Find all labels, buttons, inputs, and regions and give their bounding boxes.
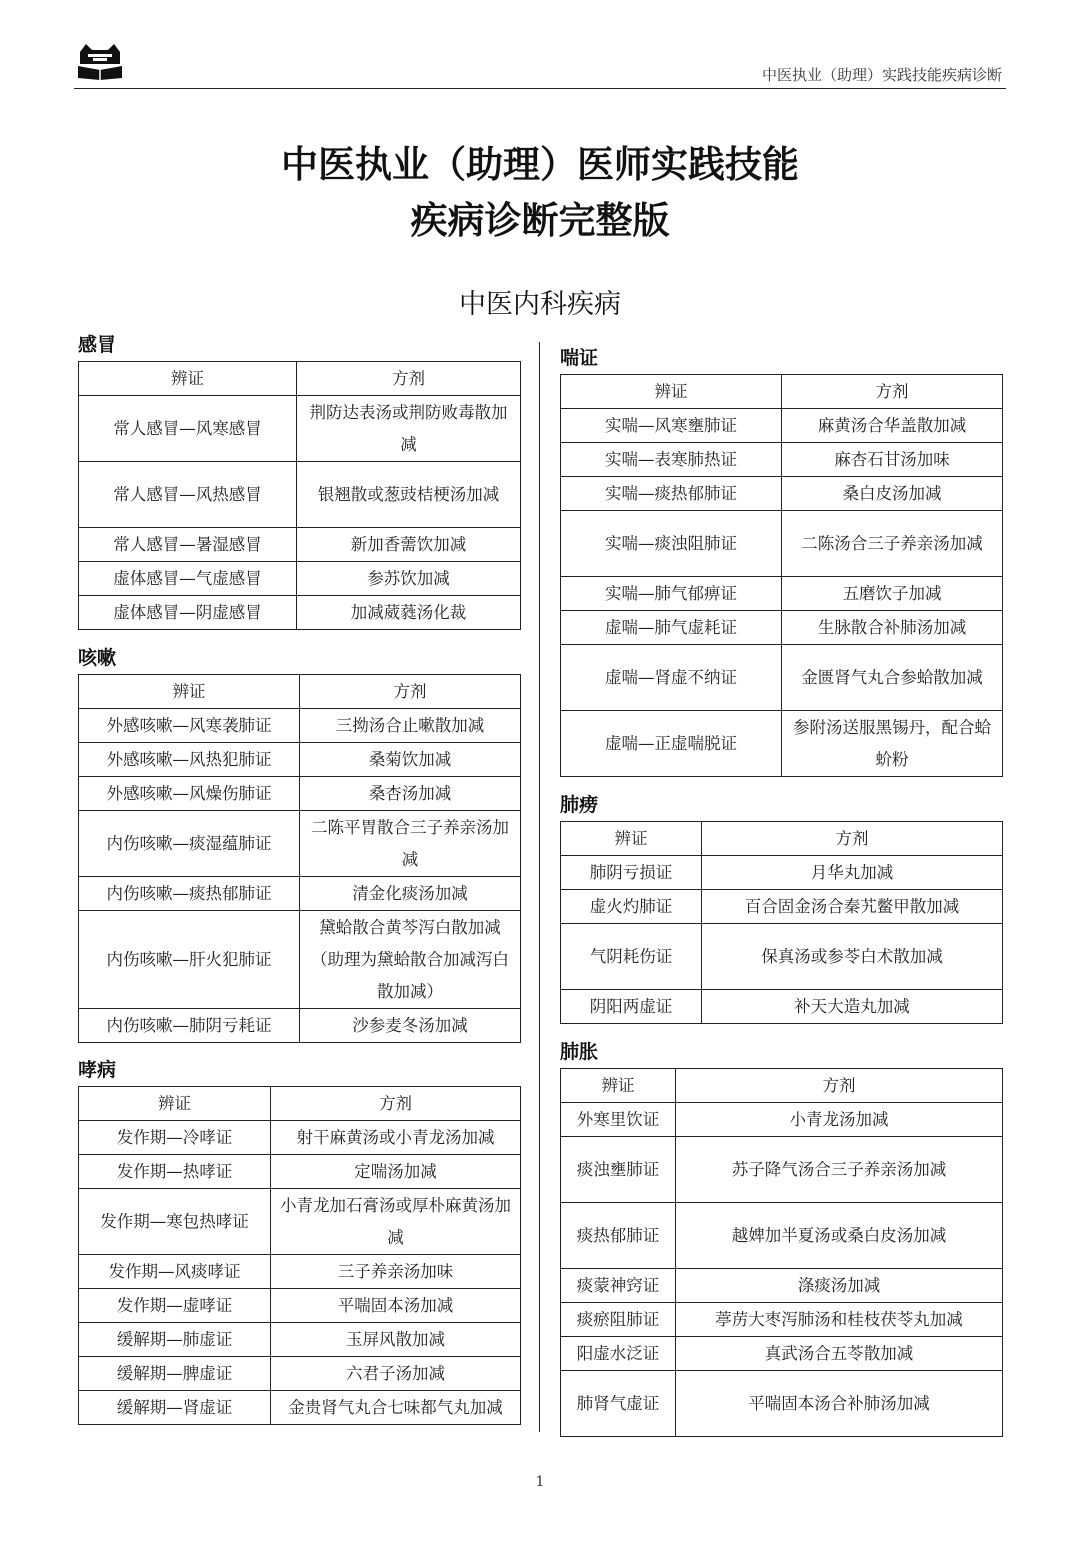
table-row (561, 711, 1003, 777)
table-row (79, 396, 521, 462)
table-row (561, 611, 1003, 645)
column-header-formula: 方剂 (271, 1087, 521, 1121)
disease-name: 感冒 (78, 334, 117, 356)
syndrome-cell: 虚喘—肺气虚耗证 (561, 611, 782, 645)
table-header-row (79, 362, 521, 396)
table-row (561, 1203, 1003, 1269)
formula-cell: 射干麻黄汤或小青龙汤加减 (271, 1121, 521, 1155)
syndrome-cell: 痰热郁肺证 (561, 1203, 676, 1269)
table-row (561, 1269, 1003, 1303)
syndrome-cell: 发作期—热哮证 (79, 1155, 271, 1189)
formula-table (78, 674, 521, 1043)
syndrome-cell: 实喘—肺气郁痹证 (561, 577, 782, 611)
table-row (561, 443, 1003, 477)
formula-cell: 桑白皮汤加减 (782, 477, 1003, 511)
formula-cell: 新加香薷饮加减 (297, 528, 521, 562)
disease-block-feilao (560, 790, 1003, 1024)
document-title-line1: 中医执业（助理）医师实践技能 (281, 143, 799, 186)
formula-cell: 桑菊饮加减 (300, 743, 521, 777)
table-row (79, 911, 521, 1009)
formula-cell: 六君子汤加减 (271, 1357, 521, 1391)
table-row (561, 890, 1003, 924)
disease-name: 肺胀 (560, 1041, 599, 1063)
formula-cell: 月华丸加减 (702, 856, 1003, 890)
formula-cell: 麻黄汤合华盖散加减 (782, 409, 1003, 443)
syndrome-cell: 内伤咳嗽—肝火犯肺证 (79, 911, 300, 1009)
syndrome-cell: 发作期—虚哮证 (79, 1289, 271, 1323)
formula-cell: 小青龙加石膏汤或厚朴麻黄汤加减 (271, 1189, 521, 1255)
disease-block-kesou (78, 643, 521, 1043)
syndrome-cell: 阳虚水泛证 (561, 1337, 676, 1371)
formula-cell: 二陈汤合三子养亲汤加减 (782, 511, 1003, 577)
disease-block-ganmao (78, 330, 521, 630)
syndrome-cell: 实喘—痰浊阻肺证 (561, 511, 782, 577)
formula-cell: 参附汤送服黑锡丹，配合蛤蚧粉 (782, 711, 1003, 777)
table-row (561, 645, 1003, 711)
table-row (79, 1391, 521, 1425)
table-row (79, 1155, 521, 1189)
column-header-syndrome: 辨证 (79, 362, 297, 396)
syndrome-cell: 虚火灼肺证 (561, 890, 702, 924)
table-row (79, 709, 521, 743)
syndrome-cell: 常人感冒—暑湿感冒 (79, 528, 297, 562)
table-row (79, 1357, 521, 1391)
table-row (561, 856, 1003, 890)
syndrome-cell: 缓解期—肺虚证 (79, 1323, 271, 1357)
column-divider (539, 342, 540, 1432)
syndrome-cell: 实喘—表寒肺热证 (561, 443, 782, 477)
formula-cell: 参苏饮加减 (297, 562, 521, 596)
syndrome-cell: 虚喘—肾虚不纳证 (561, 645, 782, 711)
disease-name: 肺痨 (560, 794, 599, 816)
syndrome-cell: 常人感冒—风寒感冒 (79, 396, 297, 462)
formula-cell: 葶苈大枣泻肺汤和桂枝茯苓丸加减 (676, 1303, 1003, 1337)
formula-cell: 百合固金汤合秦艽鳖甲散加减 (702, 890, 1003, 924)
formula-cell: 二陈平胃散合三子养亲汤加减 (300, 811, 521, 877)
formula-table (78, 1086, 521, 1425)
table-row (79, 877, 521, 911)
syndrome-cell: 痰浊壅肺证 (561, 1137, 676, 1203)
table-row (79, 528, 521, 562)
column-header-formula: 方剂 (297, 362, 521, 396)
table-row (561, 577, 1003, 611)
formula-cell: 加减葳蕤汤化裁 (297, 596, 521, 630)
running-header-title: 中医执业（助理）实践技能疾病诊断 (761, 66, 1002, 84)
table-row (79, 462, 521, 528)
column-header-syndrome: 辨证 (561, 822, 702, 856)
formula-cell: 小青龙汤加减 (676, 1103, 1003, 1137)
syndrome-cell: 内伤咳嗽—肺阴亏耗证 (79, 1009, 300, 1043)
table-row (79, 1255, 521, 1289)
disease-name: 喘证 (560, 347, 599, 369)
table-row (561, 990, 1003, 1024)
table-row (561, 477, 1003, 511)
column-header-formula: 方剂 (782, 375, 1003, 409)
syndrome-cell: 内伤咳嗽—痰热郁肺证 (79, 877, 300, 911)
table-row (79, 1009, 521, 1043)
syndrome-cell: 虚体感冒—阴虚感冒 (79, 596, 297, 630)
column-header-syndrome: 辨证 (561, 1069, 676, 1103)
formula-table (78, 361, 521, 630)
table-row (561, 1137, 1003, 1203)
syndrome-cell: 内伤咳嗽—痰湿蕴肺证 (79, 811, 300, 877)
formula-cell: 涤痰汤加减 (676, 1269, 1003, 1303)
syndrome-cell: 阴阳两虚证 (561, 990, 702, 1024)
formula-cell: 平喘固本汤合补肺汤加减 (676, 1371, 1003, 1437)
formula-cell: 荆防达表汤或荆防败毒散加减 (297, 396, 521, 462)
table-row (79, 1189, 521, 1255)
formula-cell: 补天大造丸加减 (702, 990, 1003, 1024)
syndrome-cell: 发作期—寒包热哮证 (79, 1189, 271, 1255)
table-row (561, 1371, 1003, 1437)
formula-cell: 真武汤合五苓散加减 (676, 1337, 1003, 1371)
formula-cell: 桑杏汤加减 (300, 777, 521, 811)
column-header-formula: 方剂 (676, 1069, 1003, 1103)
column-header-syndrome: 辨证 (79, 1087, 271, 1121)
table-row (561, 1103, 1003, 1137)
syndrome-cell: 虚喘—正虚喘脱证 (561, 711, 782, 777)
syndrome-cell: 肺肾气虚证 (561, 1371, 676, 1437)
column-header-formula: 方剂 (300, 675, 521, 709)
book-reader-logo-icon (76, 42, 124, 80)
formula-cell: 清金化痰汤加减 (300, 877, 521, 911)
column-header-syndrome: 辨证 (561, 375, 782, 409)
table-header-row (79, 1087, 521, 1121)
table-header-row (561, 375, 1003, 409)
document-title-line2: 疾病诊断完整版 (410, 199, 670, 242)
syndrome-cell: 外感咳嗽—风寒袭肺证 (79, 709, 300, 743)
table-row (561, 1337, 1003, 1371)
formula-cell: 保真汤或参苓白术散加减 (702, 924, 1003, 990)
column-header-syndrome: 辨证 (79, 675, 300, 709)
table-row (79, 743, 521, 777)
table-row (79, 596, 521, 630)
column-header-formula: 方剂 (702, 822, 1003, 856)
formula-cell: 沙参麦冬汤加减 (300, 1009, 521, 1043)
disease-block-xiaobing (78, 1055, 521, 1425)
syndrome-cell: 虚体感冒—气虚感冒 (79, 562, 297, 596)
formula-cell: 金贵肾气丸合七味都气丸加减 (271, 1391, 521, 1425)
formula-cell: 银翘散或葱豉桔梗汤加减 (297, 462, 521, 528)
disease-block-feizhang (560, 1037, 1003, 1437)
page-number: 1 (535, 1474, 545, 1490)
formula-cell: 定喘汤加减 (271, 1155, 521, 1189)
syndrome-cell: 痰蒙神窍证 (561, 1269, 676, 1303)
disease-name: 哮病 (78, 1059, 117, 1081)
formula-table (560, 821, 1003, 1024)
table-row (79, 1121, 521, 1155)
header-rule (74, 88, 1006, 89)
formula-cell: 麻杏石甘汤加味 (782, 443, 1003, 477)
table-row (79, 811, 521, 877)
syndrome-cell: 肺阴亏损证 (561, 856, 702, 890)
formula-cell: 玉屏风散加减 (271, 1323, 521, 1357)
section-title: 中医内科疾病 (459, 289, 621, 320)
table-header-row (561, 822, 1003, 856)
table-row (561, 924, 1003, 990)
table-row (79, 777, 521, 811)
formula-cell: 苏子降气汤合三子养亲汤加减 (676, 1137, 1003, 1203)
formula-cell: 金匮肾气丸合参蛤散加减 (782, 645, 1003, 711)
formula-cell: 生脉散合补肺汤加减 (782, 611, 1003, 645)
disease-block-chuanzheng (560, 343, 1003, 777)
syndrome-cell: 发作期—冷哮证 (79, 1121, 271, 1155)
formula-table (560, 1068, 1003, 1437)
table-header-row (79, 675, 521, 709)
syndrome-cell: 发作期—风痰哮证 (79, 1255, 271, 1289)
syndrome-cell: 实喘—痰热郁肺证 (561, 477, 782, 511)
formula-cell: 平喘固本汤加减 (271, 1289, 521, 1323)
table-row (79, 1323, 521, 1357)
formula-cell: 三子养亲汤加味 (271, 1255, 521, 1289)
table-row (561, 1303, 1003, 1337)
syndrome-cell: 外寒里饮证 (561, 1103, 676, 1137)
syndrome-cell: 外感咳嗽—风燥伤肺证 (79, 777, 300, 811)
table-row (79, 1289, 521, 1323)
syndrome-cell: 缓解期—肾虚证 (79, 1391, 271, 1425)
syndrome-cell: 气阴耗伤证 (561, 924, 702, 990)
formula-cell: 黛蛤散合黄芩泻白散加减（助理为黛蛤散合加减泻白散加减） (300, 911, 521, 1009)
table-row (561, 409, 1003, 443)
formula-cell: 五磨饮子加减 (782, 577, 1003, 611)
disease-name: 咳嗽 (78, 647, 117, 669)
formula-cell: 三拗汤合止嗽散加减 (300, 709, 521, 743)
formula-cell: 越婢加半夏汤或桑白皮汤加减 (676, 1203, 1003, 1269)
table-row (79, 562, 521, 596)
syndrome-cell: 痰瘀阻肺证 (561, 1303, 676, 1337)
table-row (561, 511, 1003, 577)
table-header-row (561, 1069, 1003, 1103)
syndrome-cell: 缓解期—脾虚证 (79, 1357, 271, 1391)
syndrome-cell: 外感咳嗽—风热犯肺证 (79, 743, 300, 777)
syndrome-cell: 常人感冒—风热感冒 (79, 462, 297, 528)
formula-table (560, 374, 1003, 777)
syndrome-cell: 实喘—风寒壅肺证 (561, 409, 782, 443)
